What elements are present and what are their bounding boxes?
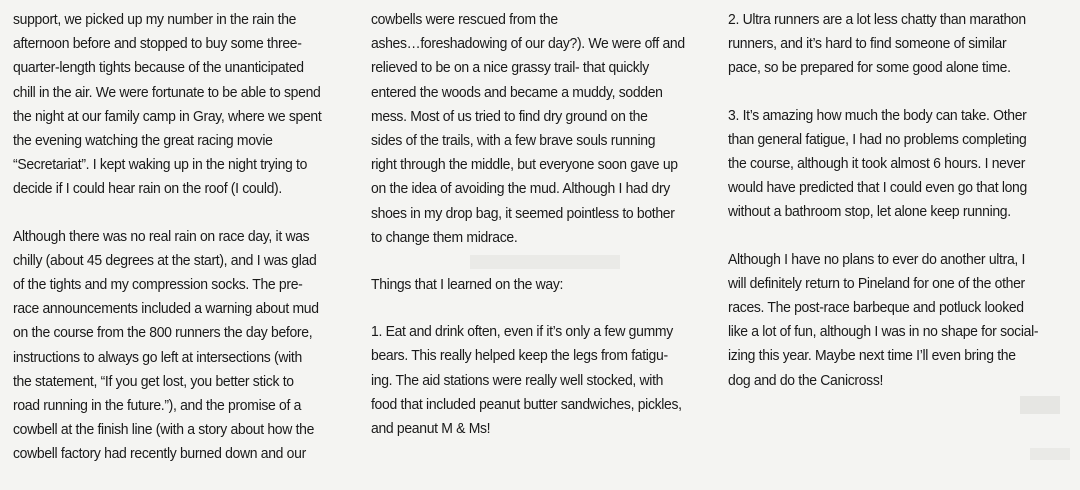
bleed-through-mark <box>1030 448 1070 460</box>
paragraph: 2. Ultra runners are a lot less chatty than marathon runners, and it’s hard to find someone of similar pace, so be prepared for some good alone time. <box>728 11 1026 77</box>
article-column-2 <box>371 8 719 464</box>
paragraph: Things that I learned on the way: <box>371 276 564 294</box>
paragraph: 3. It’s amazing how much the body can take. Other than general fatigue, I had no problems completing the course, although it took almost 6 hours. I never would have predicted that I could even go that long without a bathroom stop, let alone keep running. <box>728 106 1027 221</box>
article-column-1 <box>13 8 355 490</box>
paragraph: Although I have no plans to ever do another ultra, I will definitely return to Pineland for one of the other races. The post-race barbeque and potluck looked like a lot of fun, although I was in no shape for social- izing this year. Maybe next time I’ll even bring the dog and do the Canicross! <box>728 250 1039 389</box>
paragraph: support, we picked up my number in the rain the afternoon before and stopped to buy some three- quarter-length tights because of the unanticipated chill in the air. We were fortunate to be able to spend the night at our family camp in Gray, where we spent the evening watching the great racing movie “Secretariat”. I kept waking up in the night trying to decide if I could hear rain on the roof (I could). <box>13 11 322 198</box>
paragraph: Although there was no real rain on race day, it was chilly (about 45 degrees at the start), and I was glad of the tights and my compression socks. The pre- race announcements included a warning about mud on the course from the 800 runners the day before, instructions to always go left at intersections (with the statement, “If you get lost, you better stick to road running in the future.”), and the promise of a cowbell at the finish line (with a story about how the cowbell factory had recently burned down and our <box>13 227 319 463</box>
paragraph: cowbells were rescued from the ashes…foreshadowing of our day?). We were off and relieved to be on a nice grassy trail- that quickly entered the woods and became a muddy, sodden mess. Most of us tried to find dry ground on the sides of the trails, with a few brave souls running right through the middle, but everyone soon gave up on the idea of avoiding the mud. Although I had dry shoes in my drop bag, it seemed pointless to bother to change them midrace. <box>371 11 685 246</box>
paragraph: 1. Eat and drink often, even if it’s only a few gummy bears. This really helped keep the legs from fatigu- ing. The aid stations were really well stocked, with food that included peanut butter sandwiches, pickles, and peanut M & Ms! <box>371 323 682 438</box>
article-column-3 <box>728 8 1070 416</box>
